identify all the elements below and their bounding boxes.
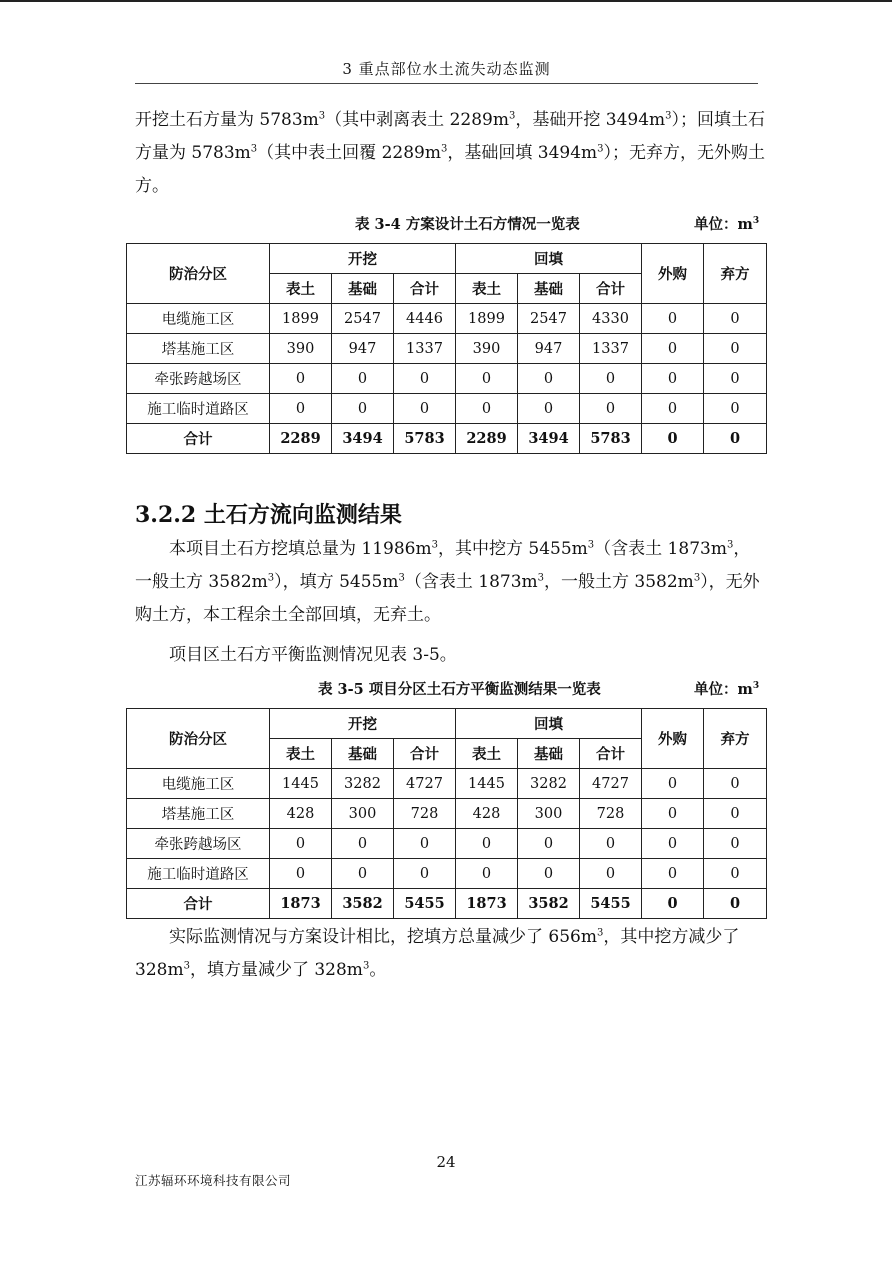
subheader-cell: 表土 bbox=[456, 739, 518, 769]
header-waste: 弃方 bbox=[704, 709, 767, 769]
table-cell: 3282 bbox=[332, 769, 394, 799]
header-excavation: 开挖 bbox=[270, 709, 456, 739]
footer-company: 江苏辐环环境科技有限公司 bbox=[135, 1173, 292, 1188]
table-cell: 0 bbox=[456, 859, 518, 889]
superscript: 3 bbox=[183, 960, 190, 972]
table-cell: 0 bbox=[642, 799, 704, 829]
table-cell: 1899 bbox=[270, 304, 332, 334]
table-cell: 0 bbox=[704, 334, 767, 364]
table-cell: 0 bbox=[394, 859, 456, 889]
text-run: ，一般土方 3582m bbox=[135, 539, 751, 592]
text-run: ，一般土方 3582m bbox=[544, 572, 694, 592]
superscript: 3 bbox=[726, 539, 734, 551]
text-run: （其中表土回覆 2289m bbox=[257, 143, 441, 163]
text-run: （其中剥离表土 2289m bbox=[325, 110, 509, 130]
table-cell: 0 bbox=[704, 394, 767, 424]
table-cell: 0 bbox=[642, 829, 704, 859]
total-row bbox=[127, 889, 767, 919]
table-cell: 1337 bbox=[394, 334, 456, 364]
table-cell: 1445 bbox=[270, 769, 332, 799]
table-cell: 2547 bbox=[518, 304, 580, 334]
subheader-cell: 合计 bbox=[394, 274, 456, 304]
total-cell: 0 bbox=[642, 424, 704, 454]
text-run: ，填方量减少了 328m bbox=[189, 960, 363, 980]
table-row bbox=[127, 769, 767, 799]
header-waste: 弃方 bbox=[704, 244, 767, 304]
row-label: 施工临时道路区 bbox=[127, 859, 270, 889]
subheader-cell: 基础 bbox=[332, 274, 394, 304]
table-cell: 1899 bbox=[456, 304, 518, 334]
table-cell: 0 bbox=[580, 859, 642, 889]
superscript: 3 bbox=[318, 110, 326, 122]
table-cell: 0 bbox=[642, 859, 704, 889]
superscript: 3 bbox=[693, 572, 701, 584]
table-row bbox=[127, 304, 767, 334]
table-row bbox=[127, 829, 767, 859]
text-run: （含表土 1873m bbox=[404, 572, 538, 592]
table-row bbox=[127, 859, 767, 889]
total-cell: 3494 bbox=[518, 424, 580, 454]
section-heading-3-2-2: 3.2.2 土石方流向监测结果 bbox=[135, 502, 402, 528]
subheader-cell: 表土 bbox=[270, 274, 332, 304]
table-cell: 3282 bbox=[518, 769, 580, 799]
total-cell: 1873 bbox=[270, 889, 332, 919]
total-cell: 0 bbox=[704, 889, 767, 919]
table-cell: 4446 bbox=[394, 304, 456, 334]
table-cell: 0 bbox=[704, 769, 767, 799]
table-cell: 0 bbox=[394, 364, 456, 394]
table-3-5-unit: 单位：$m^3$ bbox=[694, 681, 760, 698]
table-cell: 0 bbox=[270, 394, 332, 424]
subheader-cell: 合计 bbox=[394, 739, 456, 769]
table-cell: 1337 bbox=[580, 334, 642, 364]
table-3-4-caption: 表 3-4 方案设计土石方情况一览表 bbox=[355, 216, 580, 233]
table-row bbox=[127, 364, 767, 394]
total-cell: 5783 bbox=[394, 424, 456, 454]
table-cell: 0 bbox=[456, 364, 518, 394]
table-cell: 0 bbox=[332, 829, 394, 859]
table-3-5 bbox=[126, 708, 767, 919]
table-cell: 4330 bbox=[580, 304, 642, 334]
superscript: 3 bbox=[398, 572, 405, 584]
row-label: 电缆施工区 bbox=[127, 769, 270, 799]
text-run: ），填方 5455m bbox=[274, 572, 399, 592]
table-cell: 0 bbox=[704, 799, 767, 829]
total-cell: 3582 bbox=[332, 889, 394, 919]
text-run: ）；回填土石方量为 5783m bbox=[135, 110, 766, 163]
table-cell: 728 bbox=[394, 799, 456, 829]
subheader-cell: 基础 bbox=[332, 739, 394, 769]
superscript: 3 bbox=[596, 927, 604, 939]
text-run: （含表土 1873m bbox=[594, 539, 727, 559]
table-cell: 0 bbox=[642, 304, 704, 334]
text-run: 实际监测情况与方案设计相比，挖填方总量减少了 656m bbox=[169, 927, 597, 947]
total-cell: 5455 bbox=[394, 889, 456, 919]
page-number: 24 bbox=[436, 1153, 456, 1171]
superscript: 3 bbox=[267, 572, 275, 584]
table-cell: 0 bbox=[580, 364, 642, 394]
subheader-cell: 表土 bbox=[270, 739, 332, 769]
table-3-4 bbox=[126, 243, 767, 454]
table-cell: 0 bbox=[642, 334, 704, 364]
paragraph-earthwork-summary bbox=[135, 104, 765, 203]
text-run: 开挖土石方量为 5783m bbox=[135, 110, 319, 130]
table-row bbox=[127, 334, 767, 364]
total-label: 合计 bbox=[127, 889, 270, 919]
table-cell: 0 bbox=[704, 304, 767, 334]
total-cell: 3582 bbox=[518, 889, 580, 919]
header-purchase: 外购 bbox=[642, 709, 704, 769]
header-zone: 防治分区 bbox=[127, 244, 270, 304]
total-cell: 0 bbox=[704, 424, 767, 454]
table-cell: 0 bbox=[704, 859, 767, 889]
superscript: 3 bbox=[440, 143, 448, 155]
header-zone: 防治分区 bbox=[127, 709, 270, 769]
header-backfill: 回填 bbox=[456, 244, 642, 274]
paragraph-table-reference: 项目区土石方平衡监测情况见表 3-5。 bbox=[169, 645, 457, 665]
superscript: 3 bbox=[665, 110, 672, 122]
total-cell: 0 bbox=[642, 889, 704, 919]
text-run: ）；无弃方，无外购土方。 bbox=[135, 143, 766, 196]
total-row bbox=[127, 424, 767, 454]
total-cell: 3494 bbox=[332, 424, 394, 454]
text-run: ，基础开挖 3494m bbox=[515, 110, 666, 130]
table-cell: 947 bbox=[518, 334, 580, 364]
superscript: 3 bbox=[537, 572, 545, 584]
text-run: ，基础回填 3494m bbox=[447, 143, 598, 163]
table-cell: 0 bbox=[580, 394, 642, 424]
text-run: ，其中挖方减少了 328m bbox=[135, 927, 740, 980]
row-label: 牵张跨越场区 bbox=[127, 829, 270, 859]
total-cell: 5455 bbox=[580, 889, 642, 919]
table-cell: 0 bbox=[394, 394, 456, 424]
table-cell: 0 bbox=[704, 364, 767, 394]
table-row bbox=[127, 394, 767, 424]
table-cell: 0 bbox=[642, 364, 704, 394]
table-cell: 0 bbox=[518, 364, 580, 394]
table-cell: 428 bbox=[456, 799, 518, 829]
subheader-cell: 合计 bbox=[580, 274, 642, 304]
superscript: 3 bbox=[587, 539, 595, 551]
table-cell: 390 bbox=[270, 334, 332, 364]
text-run: ），无外购土方，本工程余土全部回填，无弃土。 bbox=[135, 572, 760, 625]
table-3-5-caption: 表 3-5 项目分区土石方平衡监测结果一览表 bbox=[318, 681, 601, 698]
table-cell: 0 bbox=[642, 394, 704, 424]
superscript: 3 bbox=[250, 143, 258, 155]
header-rule bbox=[135, 83, 758, 84]
paragraph-comparison bbox=[135, 921, 765, 987]
table-3-4-unit: 单位：$m^3$ bbox=[694, 216, 760, 233]
row-label: 塔基施工区 bbox=[127, 334, 270, 364]
table-cell: 300 bbox=[518, 799, 580, 829]
header-row bbox=[127, 244, 767, 274]
table-cell: 0 bbox=[518, 394, 580, 424]
superscript: 3 bbox=[431, 539, 438, 551]
table-cell: 0 bbox=[642, 769, 704, 799]
row-label: 牵张跨越场区 bbox=[127, 364, 270, 394]
table-cell: 0 bbox=[580, 829, 642, 859]
subheader-cell: 合计 bbox=[580, 739, 642, 769]
table-row bbox=[127, 799, 767, 829]
table-cell: 4727 bbox=[580, 769, 642, 799]
table-cell: 0 bbox=[270, 859, 332, 889]
total-cell: 1873 bbox=[456, 889, 518, 919]
subheader-cell: 基础 bbox=[518, 739, 580, 769]
running-header: 3 重点部位水土流失动态监测 bbox=[342, 60, 551, 78]
superscript: 3 bbox=[362, 960, 370, 972]
table-cell: 428 bbox=[270, 799, 332, 829]
table-cell: 0 bbox=[270, 364, 332, 394]
total-cell: 2289 bbox=[456, 424, 518, 454]
table-cell: 300 bbox=[332, 799, 394, 829]
table-cell: 0 bbox=[270, 829, 332, 859]
top-border-line bbox=[0, 0, 892, 2]
superscript: 3 bbox=[508, 110, 516, 122]
header-purchase: 外购 bbox=[642, 244, 704, 304]
table-cell: 390 bbox=[456, 334, 518, 364]
header-row bbox=[127, 709, 767, 739]
row-label: 电缆施工区 bbox=[127, 304, 270, 334]
table-cell: 0 bbox=[456, 394, 518, 424]
table-cell: 728 bbox=[580, 799, 642, 829]
header-excavation: 开挖 bbox=[270, 244, 456, 274]
table-cell: 4727 bbox=[394, 769, 456, 799]
text-run: ，其中挖方 5455m bbox=[437, 539, 588, 559]
table-cell: 0 bbox=[518, 829, 580, 859]
table-cell: 0 bbox=[704, 829, 767, 859]
total-label: 合计 bbox=[127, 424, 270, 454]
subheader-cell: 基础 bbox=[518, 274, 580, 304]
total-cell: 5783 bbox=[580, 424, 642, 454]
table-cell: 1445 bbox=[456, 769, 518, 799]
header-backfill: 回填 bbox=[456, 709, 642, 739]
total-cell: 2289 bbox=[270, 424, 332, 454]
table-cell: 0 bbox=[394, 829, 456, 859]
subheader-cell: 表土 bbox=[456, 274, 518, 304]
paragraph-earthwork-flow bbox=[135, 533, 765, 632]
table-cell: 0 bbox=[332, 394, 394, 424]
text-run: 。 bbox=[369, 960, 387, 980]
table-cell: 0 bbox=[332, 859, 394, 889]
table-cell: 947 bbox=[332, 334, 394, 364]
table-cell: 0 bbox=[456, 829, 518, 859]
table-cell: 2547 bbox=[332, 304, 394, 334]
superscript: 3 bbox=[597, 143, 604, 155]
text-run: 本项目土石方挖填总量为 11986m bbox=[169, 539, 432, 559]
table-cell: 0 bbox=[332, 364, 394, 394]
row-label: 施工临时道路区 bbox=[127, 394, 270, 424]
table-cell: 0 bbox=[518, 859, 580, 889]
row-label: 塔基施工区 bbox=[127, 799, 270, 829]
